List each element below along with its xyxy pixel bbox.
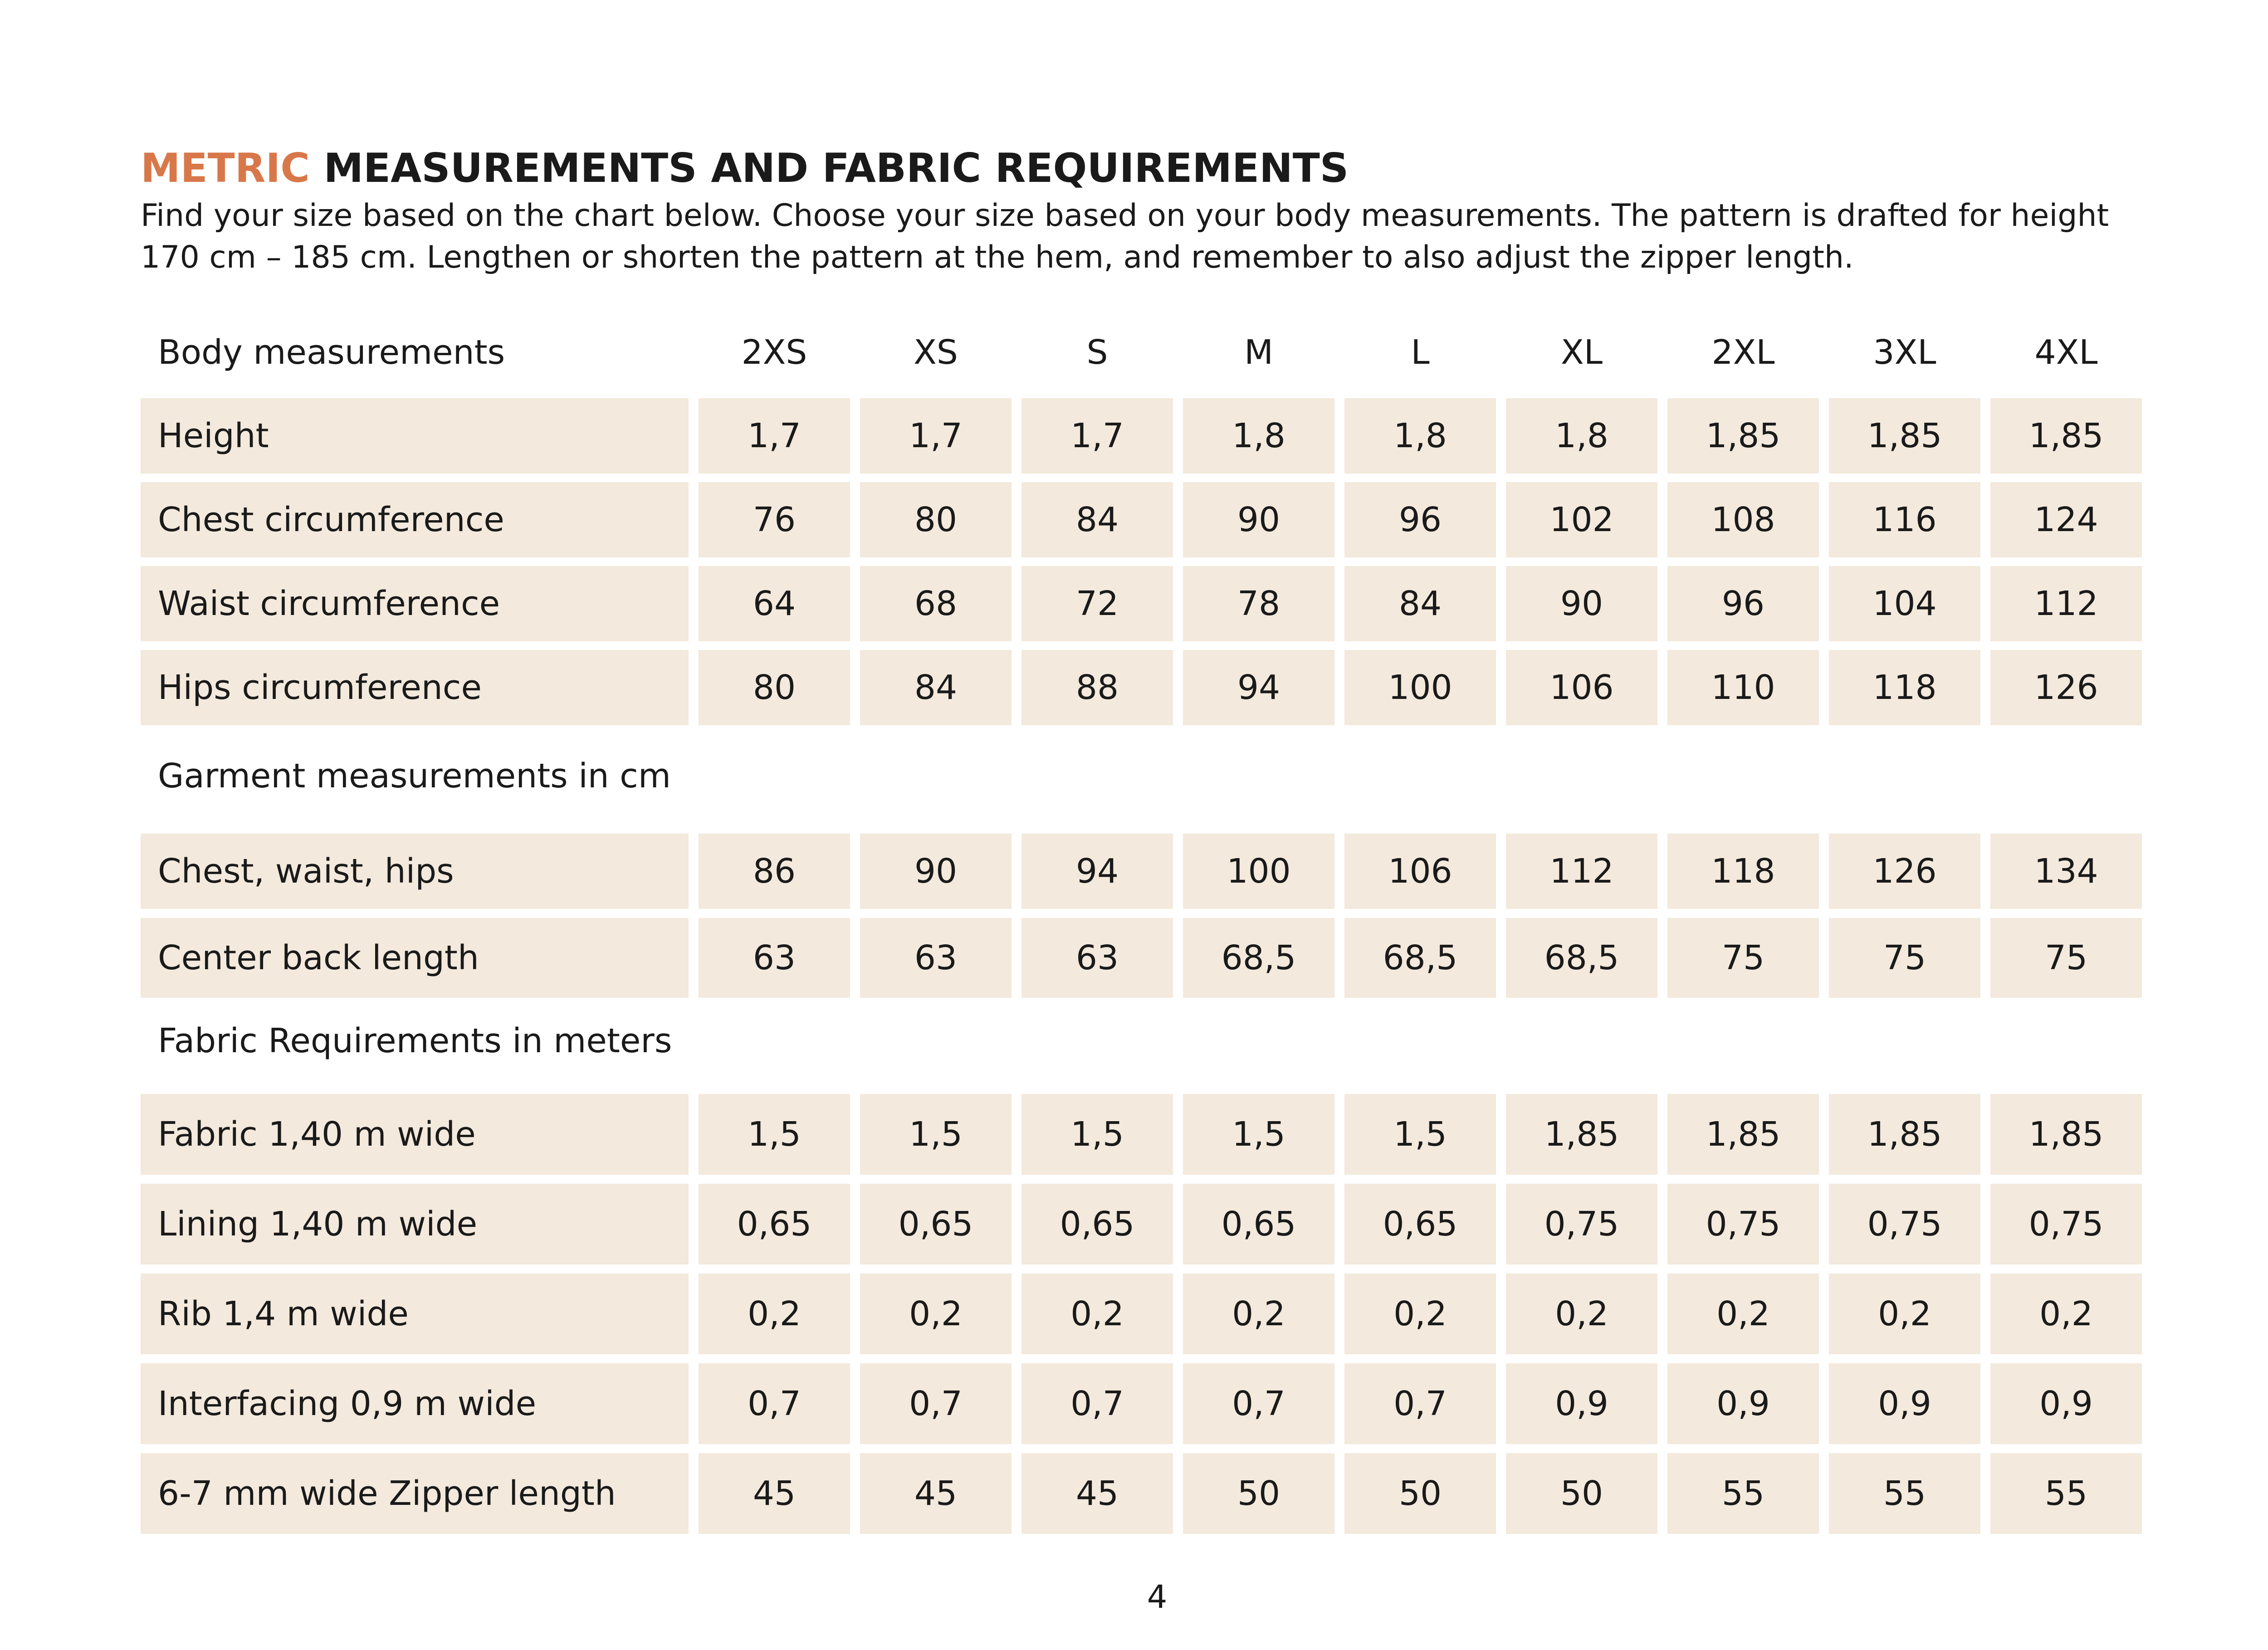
table-cell: 88 [1022,650,1173,725]
table-cell: 0,9 [1506,1363,1657,1444]
table-cell: 118 [1829,650,1980,725]
fabric-section-heading: Fabric Requirements in meters [158,1021,672,1060]
table-cell: 110 [1667,650,1819,725]
table-cell: 112 [1506,834,1657,909]
table-cell: 106 [1506,650,1657,725]
table-cell: 0,2 [1344,1274,1496,1354]
table-cell: 0,65 [699,1184,850,1264]
table-cell: 1,85 [1990,398,2142,474]
table-cell: 63 [699,918,850,998]
table-cell: 75 [1829,918,1980,998]
row-label: 6-7 mm wide Zipper length [141,1453,689,1534]
table-cell: 1,85 [1990,1094,2142,1175]
table-cell: 1,85 [1829,398,1980,474]
table-row [141,1453,2150,1534]
intro-line-2: 170 cm – 185 cm. Lengthen or shorten the pattern at the hem, and remember to also adjust the zipper length. [141,239,1854,275]
table-cell: 1,8 [1344,398,1496,474]
table-cell: 75 [1990,918,2142,998]
table-cell: 55 [1829,1453,1980,1534]
table-cell: 68 [860,566,1012,641]
row-label: Chest, waist, hips [141,834,689,909]
table-cell: 134 [1990,834,2142,909]
table-cell: 0,9 [1667,1363,1819,1444]
size-header: 2XL [1711,333,1775,372]
table-cell: 50 [1183,1453,1334,1534]
table-row [141,834,2150,909]
table-cell: 0,75 [1829,1184,1980,1264]
table-cell: 100 [1344,650,1496,725]
table-cell: 0,2 [1183,1274,1334,1354]
table-cell: 0,75 [1990,1184,2142,1264]
row-label: Hips circumference [141,650,689,725]
table-cell: 0,65 [1344,1184,1496,1264]
table-cell: 0,2 [1990,1274,2142,1354]
table-cell: 1,85 [1667,1094,1819,1175]
table-cell: 1,5 [1022,1094,1173,1175]
table-cell: 102 [1506,482,1657,557]
table-cell: 0,75 [1506,1184,1657,1264]
table-cell: 1,5 [860,1094,1012,1175]
row-label: Waist circumference [141,566,689,641]
table-cell: 126 [1829,834,1980,909]
table-cell: 80 [699,650,850,725]
page-title [141,144,1349,192]
table-cell: 1,7 [699,398,850,474]
table-cell: 96 [1344,482,1496,557]
table-cell: 0,2 [1829,1274,1980,1354]
table-cell: 0,9 [1829,1363,1980,1444]
row-label: Lining 1,40 m wide [141,1184,689,1264]
table-cell: 104 [1829,566,1980,641]
table-cell: 94 [1183,650,1334,725]
table-cell: 0,2 [860,1274,1012,1354]
table-cell: 64 [699,566,850,641]
table-cell: 0,9 [1990,1363,2142,1444]
table-cell: 90 [860,834,1012,909]
size-header: XS [914,333,958,372]
table-cell: 68,5 [1344,918,1496,998]
table-cell: 86 [699,834,850,909]
size-header: 3XL [1873,333,1936,372]
size-header: XL [1561,333,1603,372]
size-header: 4XL [2034,333,2098,372]
table-cell: 50 [1506,1453,1657,1534]
table-cell: 90 [1183,482,1334,557]
row-label: Interfacing 0,9 m wide [141,1363,689,1444]
row-label: Height [141,398,689,474]
table-cell: 55 [1667,1453,1819,1534]
table-cell: 1,7 [860,398,1012,474]
table-cell: 0,65 [1183,1184,1334,1264]
table-cell: 0,2 [1022,1274,1173,1354]
table-cell: 84 [860,650,1012,725]
table-cell: 0,2 [1667,1274,1819,1354]
table-cell: 0,7 [1344,1363,1496,1444]
table-row [141,398,2150,474]
table-cell: 118 [1667,834,1819,909]
row-label: Rib 1,4 m wide [141,1274,689,1354]
row-label: Center back length [141,918,689,998]
table-cell: 1,5 [1344,1094,1496,1175]
table-cell: 0,2 [1506,1274,1657,1354]
table-cell: 68,5 [1183,918,1334,998]
table-row [141,918,2150,998]
table-cell: 96 [1667,566,1819,641]
title-rest: MEASUREMENTS AND FABRIC REQUIREMENTS [323,145,1349,191]
table-cell: 84 [1022,482,1173,557]
table-cell: 84 [1344,566,1496,641]
table-cell: 68,5 [1506,918,1657,998]
table-row [141,650,2150,725]
table-cell: 0,65 [1022,1184,1173,1264]
table-cell: 63 [860,918,1012,998]
table-cell: 0,2 [699,1274,850,1354]
table-cell: 112 [1990,566,2142,641]
table-cell: 1,5 [699,1094,850,1175]
size-header: L [1411,333,1430,372]
row-label: Chest circumference [141,482,689,557]
intro-line-1: Find your size based on the chart below. Choose your size based on your body measurements. The pattern is drafted for height [141,198,2109,234]
table-cell: 63 [1022,918,1173,998]
table-cell: 1,85 [1506,1094,1657,1175]
table-cell: 0,7 [860,1363,1012,1444]
table-row [141,1274,2150,1354]
row-label: Fabric 1,40 m wide [141,1094,689,1175]
size-header: 2XS [741,333,807,372]
table-row [141,1094,2150,1175]
table-cell: 0,7 [699,1363,850,1444]
table-cell: 0,75 [1667,1184,1819,1264]
table-cell: 76 [699,482,850,557]
table-row [141,566,2150,641]
table-cell: 1,8 [1506,398,1657,474]
size-header-row [141,323,2150,382]
table-cell: 0,7 [1022,1363,1173,1444]
table-cell: 1,8 [1183,398,1334,474]
table-cell: 0,65 [860,1184,1012,1264]
table-cell: 75 [1667,918,1819,998]
header-label: Body measurements [158,333,505,372]
title-accent: METRIC [141,145,310,191]
table-cell: 1,7 [1022,398,1173,474]
table-cell: 1,5 [1183,1094,1334,1175]
table-cell: 0,7 [1183,1363,1334,1444]
table-cell: 55 [1990,1453,2142,1534]
garment-section-heading: Garment measurements in cm [158,757,671,796]
table-cell: 50 [1344,1453,1496,1534]
table-row [141,1363,2150,1444]
table-cell: 80 [860,482,1012,557]
table-row [141,482,2150,557]
table-cell: 124 [1990,482,2142,557]
page-number: 4 [1147,1578,1168,1616]
table-cell: 1,85 [1667,398,1819,474]
table-cell: 116 [1829,482,1980,557]
size-header: S [1086,333,1108,372]
table-cell: 106 [1344,834,1496,909]
table-cell: 126 [1990,650,2142,725]
table-cell: 90 [1506,566,1657,641]
size-header: M [1244,333,1273,372]
table-cell: 108 [1667,482,1819,557]
table-cell: 100 [1183,834,1334,909]
table-cell: 1,85 [1829,1094,1980,1175]
table-cell: 94 [1022,834,1173,909]
table-row [141,1184,2150,1264]
table-cell: 45 [1022,1453,1173,1534]
table-cell: 78 [1183,566,1334,641]
intro-text [141,195,2182,278]
table-cell: 45 [860,1453,1012,1534]
table-cell: 45 [699,1453,850,1534]
table-cell: 72 [1022,566,1173,641]
